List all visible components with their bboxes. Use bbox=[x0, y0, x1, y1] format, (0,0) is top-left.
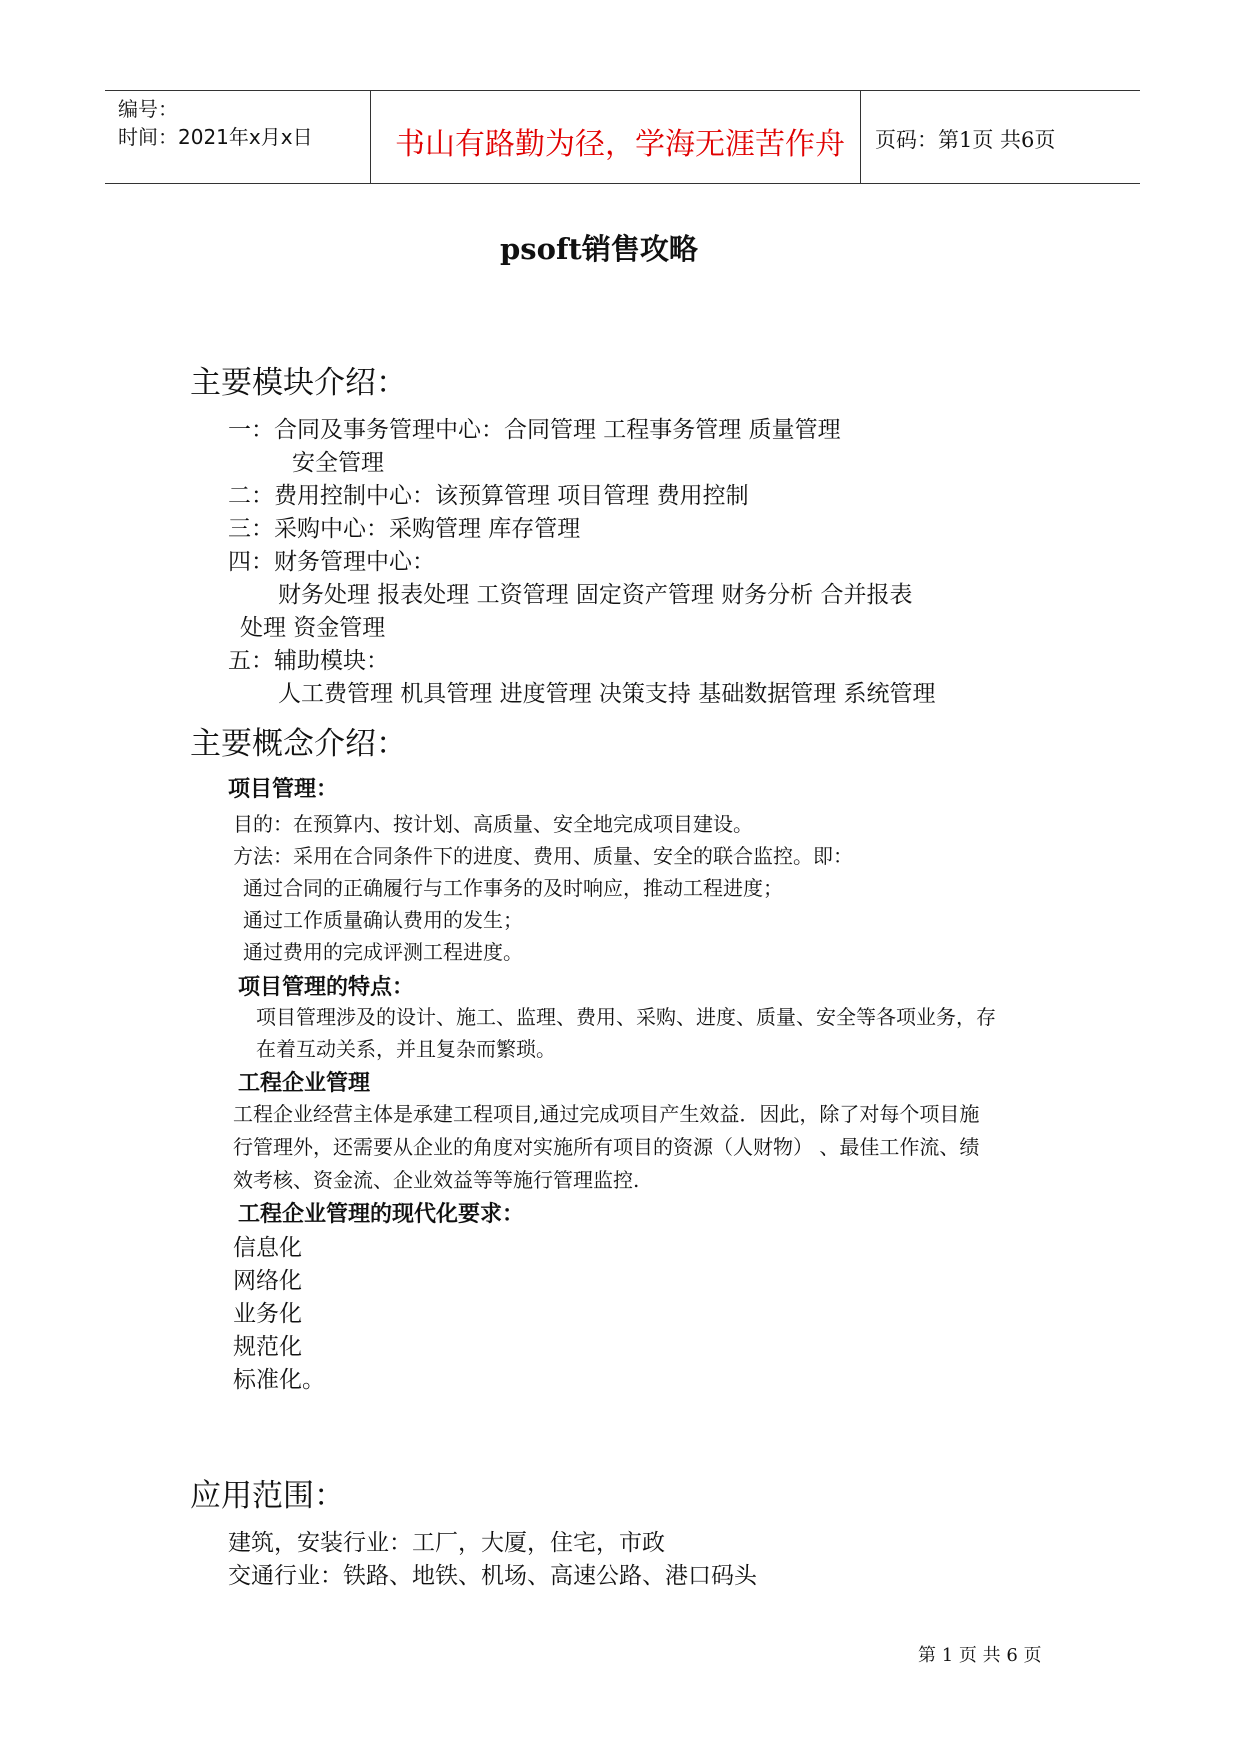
project-management-line: 目的：在预算内、按计划、高质量、安全地完成项目建设。 bbox=[233, 812, 753, 836]
enterprise-line: 工程企业经营主体是承建工程项目,通过完成项目产生效益．因此，除了对每个项目施 bbox=[233, 1102, 980, 1126]
enterprise-line: 行管理外，还需要从企业的角度对实施所有项目的资源（人财物） 、最佳工作流、绩 bbox=[233, 1135, 980, 1159]
page-footer: 第 1 页 共 6 页 bbox=[918, 1645, 1042, 1666]
modules-line: 三：采购中心：采购管理 库存管理 bbox=[228, 516, 581, 542]
modernization-item: 业务化 bbox=[233, 1301, 302, 1327]
project-management-line: 通过工作质量确认费用的发生； bbox=[243, 908, 523, 932]
modernization-heading: 工程企业管理的现代化要求： bbox=[238, 1202, 525, 1227]
enterprise-line: 效考核、资金流、企业效益等等施行管理监控. bbox=[233, 1168, 640, 1192]
header-number-label: 编号： bbox=[118, 97, 178, 121]
modules-line: 处理 资金管理 bbox=[240, 615, 386, 641]
project-management-line: 通过费用的完成评测工程进度。 bbox=[243, 940, 523, 964]
modernization-item: 信息化 bbox=[233, 1235, 302, 1261]
document-title: psoft销售攻略 bbox=[500, 232, 698, 266]
header-divider-left bbox=[370, 90, 371, 183]
modernization-item: 规范化 bbox=[233, 1334, 302, 1360]
modules-line: 五：辅助模块： bbox=[228, 648, 389, 674]
concepts-heading: 主要概念介绍： bbox=[190, 726, 407, 762]
pm-features-line: 项目管理涉及的设计、施工、监理、费用、采购、进度、质量、安全等各项业务，存 bbox=[256, 1005, 996, 1029]
modernization-item: 网络化 bbox=[233, 1268, 302, 1294]
header-top-rule bbox=[105, 90, 1140, 91]
scope-line: 交通行业：铁路、地铁、机场、高速公路、港口码头 bbox=[228, 1563, 757, 1589]
header-divider-right bbox=[860, 90, 861, 183]
header-motto: 书山有路勤为径，学海无涯苦作舟 bbox=[395, 127, 845, 162]
pm-features-line: 在着互动关系，并且复杂而繁琐。 bbox=[256, 1037, 556, 1061]
project-management-heading: 项目管理： bbox=[228, 777, 339, 802]
modules-heading: 主要模块介绍： bbox=[190, 365, 407, 401]
modules-line: 财务处理 报表处理 工资管理 固定资产管理 财务分析 合并报表 bbox=[278, 582, 913, 608]
header-page-info: 页码：第1页 共6页 bbox=[875, 128, 1056, 152]
scope-heading: 应用范围： bbox=[190, 1478, 345, 1514]
modules-line: 安全管理 bbox=[292, 450, 384, 476]
project-management-line: 方法：采用在合同条件下的进度、费用、质量、安全的联合监控。即： bbox=[233, 844, 853, 868]
modules-line: 一：合同及事务管理中心：合同管理 工程事务管理 质量管理 bbox=[228, 417, 841, 443]
modules-line: 人工费管理 机具管理 进度管理 决策支持 基础数据管理 系统管理 bbox=[278, 681, 936, 707]
modules-line: 四：财务管理中心： bbox=[228, 549, 435, 575]
enterprise-heading: 工程企业管理 bbox=[238, 1071, 371, 1096]
pm-features-heading: 项目管理的特点： bbox=[238, 975, 415, 1000]
header-date-label: 时间：2021年x月x日 bbox=[118, 125, 313, 149]
scope-line: 建筑，安装行业：工厂，大厦，住宅，市政 bbox=[228, 1530, 665, 1556]
modules-line: 二：费用控制中心：该预算管理 项目管理 费用控制 bbox=[228, 483, 749, 509]
modernization-item: 标准化。 bbox=[233, 1367, 325, 1393]
project-management-line: 通过合同的正确履行与工作事务的及时响应，推动工程进度； bbox=[243, 876, 783, 900]
header-bottom-rule bbox=[105, 183, 1140, 184]
